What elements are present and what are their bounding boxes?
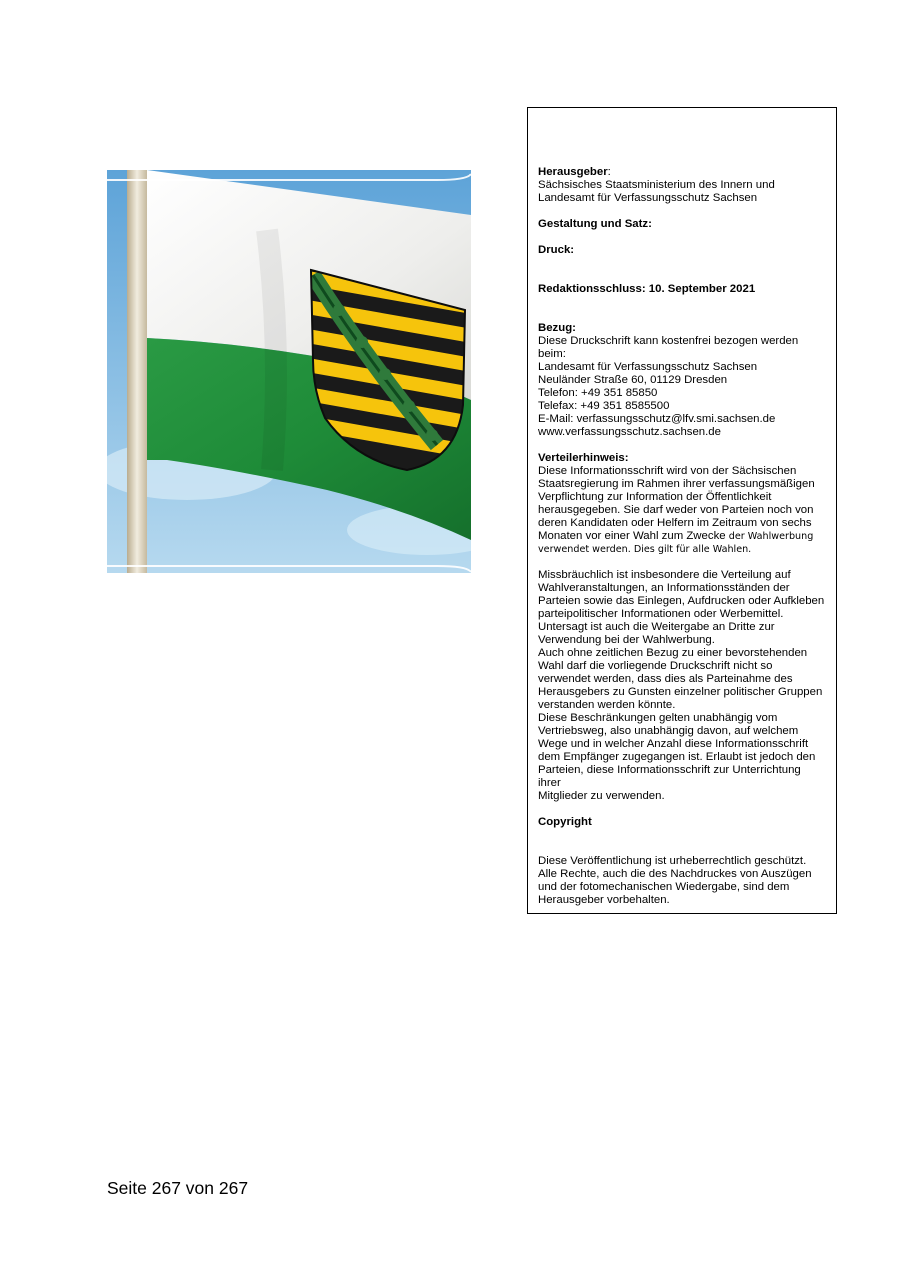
verteiler-line: Staatsregierung im Rahmen ihrer verfassungsmäßigen [538, 478, 815, 490]
copyright-line: und der fotomechanischen Wiedergabe, sind dem [538, 881, 790, 893]
gestaltung-heading: Gestaltung und Satz: [538, 218, 652, 230]
redaktionsschluss: Redaktionsschluss: 10. September 2021 [538, 283, 756, 295]
missbrauch-line: Herausgebers zu Gunsten einzelner politischer Gruppen [538, 686, 823, 698]
herausgeber-line: Landesamt für Verfassungsschutz Sachsen [538, 192, 758, 204]
verteiler-heading: Verteilerhinweis: [538, 452, 629, 464]
missbrauch-line: Auch ohne zeitlichen Bezug zu einer bevorstehenden [538, 647, 808, 659]
missbrauch-line: Diese Beschränkungen gelten unabhängig vom [538, 712, 778, 724]
missbrauch-line: Wege und in welcher Anzahl diese Informationsschrift [538, 738, 809, 750]
bezug-heading: Bezug: [538, 322, 576, 334]
missbrauch-line: Vertriebsweg, also unabhängig davon, auf welchem [538, 725, 799, 737]
druck-heading: Druck: [538, 244, 575, 256]
page-number: Seite 267 von 267 [107, 1178, 249, 1198]
copyright-line: Diese Veröffentlichung ist urheberrechtlich geschützt. [538, 855, 807, 867]
missbrauch-line: parteipolitischer Informationen oder Werbemittel. [538, 608, 784, 620]
verteiler-line: verwendet werden. Dies gilt für alle Wahlen. [538, 544, 752, 555]
herausgeber-line: Sächsisches Staatsministerium des Innern und [538, 179, 775, 191]
bezug-line: Diese Druckschrift kann kostenfrei bezogen werden [538, 335, 799, 347]
missbrauch-line: dem Empfänger zugegangen ist. Erlaubt ist jedoch den [538, 751, 816, 763]
verteiler-line: Diese Informationsschrift wird von der Sächsischen [538, 465, 797, 477]
missbrauch-line: Wahl darf die vorliegende Druckschrift nicht so [538, 660, 773, 672]
bezug-phone: Telefon: +49 351 85850 [538, 387, 658, 399]
missbrauch-line: Mitglieder zu verwenden. [538, 790, 665, 802]
missbrauch-line: verstanden werden könnte. [538, 699, 676, 711]
herausgeber-heading: Herausgeber: [538, 166, 611, 178]
missbrauch-line: Untersagt ist auch die Weitergabe an Dritte zur [538, 621, 775, 633]
bezug-email: E-Mail: verfassungsschutz@lfv.smi.sachsen.de [538, 413, 776, 425]
verteiler-line: deren Kandidaten oder Helfern im Zeitraum von sechs [538, 517, 812, 529]
bezug-fax: Telefax: +49 351 8585500 [538, 400, 670, 412]
missbrauch-line: Wahlveranstaltungen, an Informationsständen der [538, 582, 790, 594]
missbrauch-line: verwendet werden, dass dies als Parteinahme des [538, 673, 793, 685]
missbrauch-line: Verwendung bei der Wahlwerbung. [538, 634, 715, 646]
copyright-heading: Copyright [538, 816, 592, 828]
imprint-box [527, 107, 837, 914]
saxony-flag-photo [107, 170, 471, 573]
missbrauch-line: Parteien sowie das Einlegen, Aufdrucken oder Aufkleben [538, 595, 825, 607]
copyright-line: Herausgeber vorbehalten. [538, 894, 670, 906]
verteiler-line: Verpflichtung zur Information der Öffentlichkeit [538, 491, 772, 503]
bezug-line: beim: [538, 348, 566, 360]
verteiler-line: Monaten vor einer Wahl zum Zwecke der Wahlwerbung [538, 530, 814, 542]
bezug-address: Neuländer Straße 60, 01129 Dresden [538, 374, 728, 386]
missbrauch-line: Parteien, diese Informationsschrift zur Unterrichtung ihrer [538, 764, 801, 789]
copyright-line: Alle Rechte, auch die des Nachdruckes von Auszügen [538, 868, 812, 880]
missbrauch-line: Missbräuchlich ist insbesondere die Verteilung auf [538, 569, 791, 581]
verteiler-line: herausgegeben. Sie darf weder von Parteien noch von [538, 504, 814, 516]
bezug-line: Landesamt für Verfassungsschutz Sachsen [538, 361, 758, 373]
bezug-website: www.verfassungsschutz.sachsen.de [538, 426, 721, 438]
